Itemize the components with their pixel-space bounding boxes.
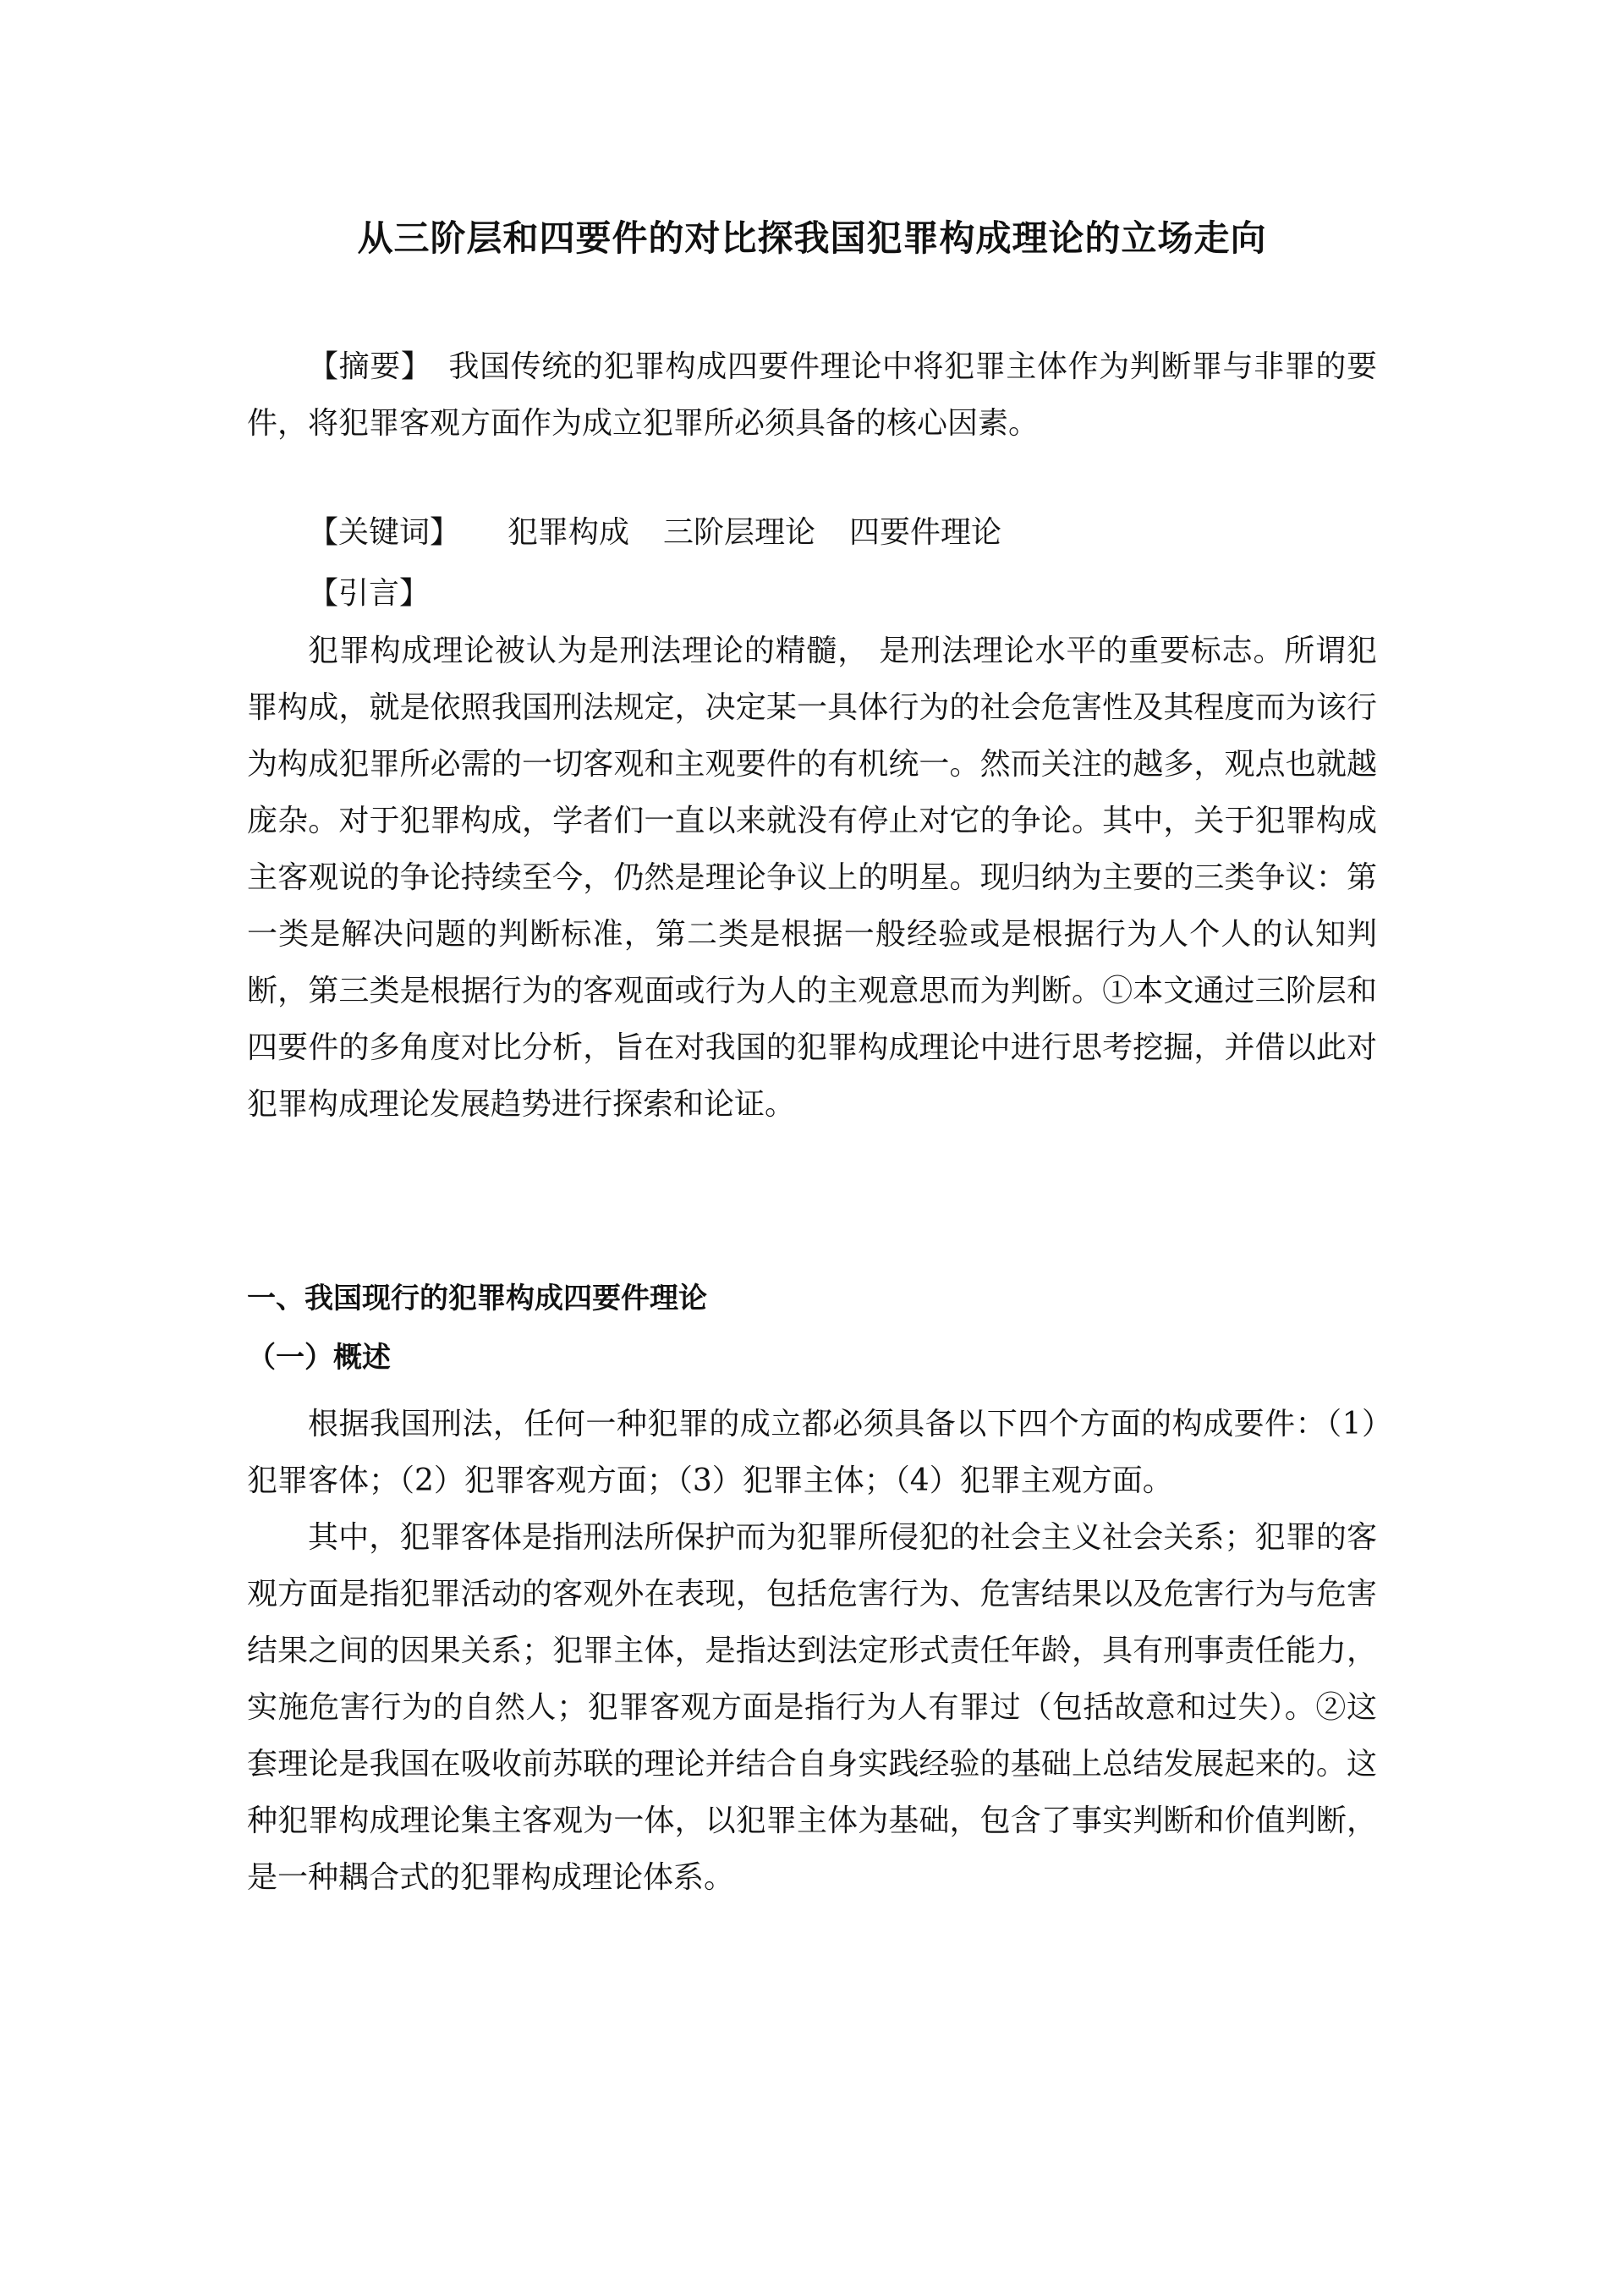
body-paragraph: 其中，犯罪客体是指刑法所保护而为犯罪所侵犯的社会主义社会关系；犯罪的客观方面是指犯罪活动的客观外在表现，包括危害行为、危害结果以及危害行为与危害结果之间的因果关系；犯罪主体，是指达到法定形式责任年龄，具有刑事责任能力，实施危害行为的自然人；犯罪客观方面是指行为人有罪过（包括故意和过失）。②这套理论是我国在吸收前苏联的理论并结合自身实践经验的基础上总结发展起来的。这种犯罪构成理论集主客观为一体，以犯罪主体为基础，包含了事实判断和价值判断，是一种耦合式的犯罪构成理论体系。 <box>247 1520 1377 1895</box>
keyword-item: 四要件理论 <box>849 515 1002 550</box>
page-title: 从三阶层和四要件的对比探我国犯罪构成理论的立场走向 <box>357 217 1267 259</box>
abstract-text: 我国传统的犯罪构成四要件理论中将犯罪主体作为判断罪与非罪的要件，将犯罪客观方面作为成立犯罪所必须具备的核心因素。 <box>247 349 1377 441</box>
keywords-line <box>247 504 1377 561</box>
introduction-label: 【引言】 <box>308 576 431 611</box>
keyword-item: 三阶层理论 <box>663 515 816 550</box>
abstract-label: 【摘要】 <box>308 349 432 384</box>
subsection-heading: （一）概述 <box>247 1341 391 1375</box>
introduction-paragraph: 犯罪构成理论被认为是刑法理论的精髓， 是刑法理论水平的重要标志。所谓犯罪构成，就是依照我国刑法规定，决定某一具体行为的社会危害性及其程度而为该行为构成犯罪所必需的一切客观和主观要件的有机统一。然而关注的越多，观点也就越庞杂。对于犯罪构成，学者们一直以来就没有停止对它的争论。其中，关于犯罪构成主客观说的争论持续至今，仍然是理论争议上的明星。现归纳为主要的三类争议：第一类是解决问题的判断标准，第二类是根据一般经验或是根据行为人个人的认知判断，第三类是根据行为的客观面或行为人的主观意思而为判断。①本文通过三阶层和四要件的多角度对比分析，旨在对我国的犯罪构成理论中进行思考挖掘，并借以此对犯罪构成理论发展趋势进行探索和论证。 <box>247 634 1377 1122</box>
section-heading: 一、我国现行的犯罪构成四要件理论 <box>247 1282 707 1315</box>
keywords-label: 【关键词】 <box>308 515 461 550</box>
abstract-paragraph <box>247 338 1377 452</box>
body-paragraph: 根据我国刑法，任何一种犯罪的成立都必须具备以下四个方面的构成要件：（1）犯罪客体；（2）犯罪客观方面；（3）犯罪主体；（4）犯罪主观方面。 <box>247 1407 1377 1498</box>
keyword-item: 犯罪构成 <box>508 515 630 550</box>
introduction-label-line <box>247 565 1377 622</box>
